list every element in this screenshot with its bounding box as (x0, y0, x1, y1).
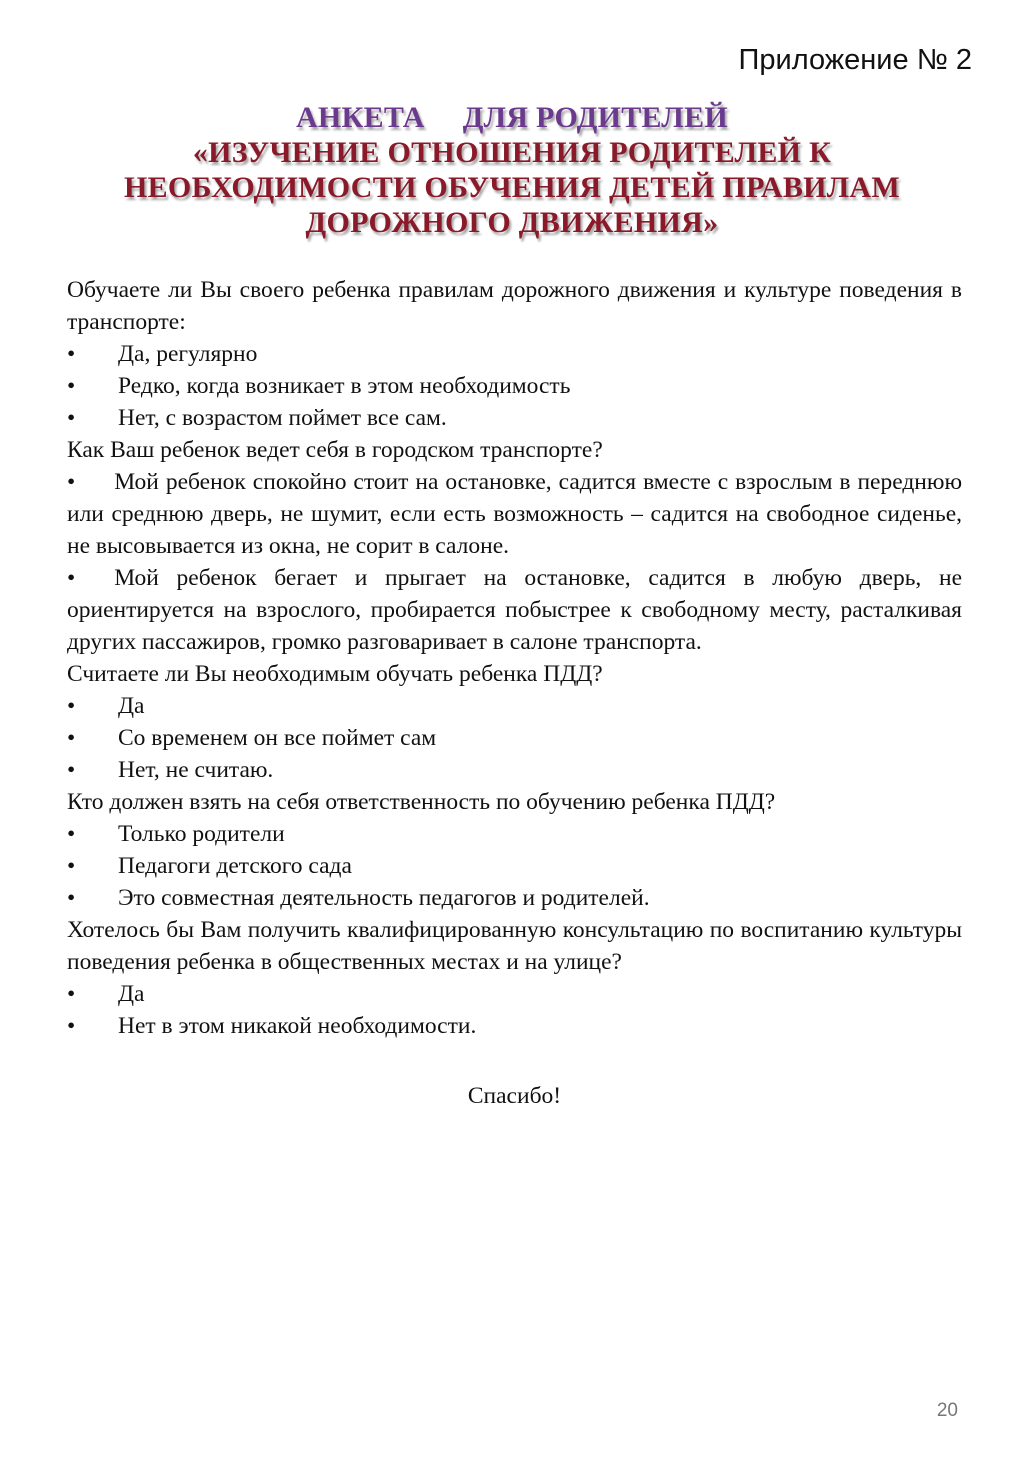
answer-option: • Педагоги детского сада (67, 850, 962, 882)
answer-option: • Это совместная деятельность педагогов и родителей. (67, 882, 962, 914)
question-4: Кто должен взять на себя ответственность по обучению ребенка ПДД? (67, 789, 776, 815)
bullet-icon: • (67, 405, 76, 431)
answer-option: • Да, регулярно (67, 338, 962, 370)
bullet-icon: • (67, 1013, 76, 1039)
answer-option: • Нет в этом никакой необходимости. (67, 1010, 962, 1042)
page-number: 20 (936, 1400, 958, 1421)
answer-option-long: • Мой ребенок бегает и прыгает на остановке, садится в любую дверь, не ориентируется на взрослого, пробирается побыстрее к свободному месту, расталкивая других пассажиров, громко разговаривает в салоне транспорта. (67, 565, 962, 655)
answer-option: • Редко, когда возникает в этом необходимость (67, 370, 962, 402)
bullet-icon: • (67, 469, 76, 495)
answer-option: • Нет, с возрастом поймет все сам. (67, 402, 962, 434)
bullet-icon: • (67, 341, 76, 367)
bullet-icon: • (67, 885, 76, 911)
bullet-icon: • (67, 757, 76, 783)
title-line-3: НЕОБХОДИМОСТИ ОБУЧЕНИЯ ДЕТЕЙ ПРАВИЛАМ (123, 171, 900, 204)
title-line-1 (60, 100, 964, 135)
questionnaire-title (60, 100, 964, 240)
answer-option-long: • Мой ребенок спокойно стоит на остановке, садится вместе с взрослым в переднюю или среднюю дверь, не шумит, если есть возможность – садится на свободное сиденье, не высовывается из окна, не сорит в салоне. (67, 469, 962, 559)
title-word-anketa: АНКЕТА (295, 101, 425, 134)
thanks-text: Спасибо! (467, 1083, 562, 1109)
appendix-label: Приложение № 2 (738, 44, 972, 76)
bullet-icon: • (67, 853, 76, 879)
question-3: Считаете ли Вы необходимым обучать ребенка ПДД? (67, 661, 603, 687)
answer-option: • Нет, не считаю. (67, 754, 962, 786)
bullet-icon: • (67, 693, 76, 719)
bullet-icon: • (67, 565, 76, 591)
bullet-icon: • (67, 821, 76, 847)
answer-option: • Да (67, 978, 962, 1010)
bullet-icon: • (67, 373, 76, 399)
question-5: Хотелось бы Вам получить квалифицированную консультацию по воспитанию культуры поведения ребенка в общественных местах и на улице? (67, 917, 962, 975)
title-line-2: «ИЗУЧЕНИЕ ОТНОШЕНИЯ РОДИТЕЛЕЙ К (192, 136, 832, 169)
title-line-4: ДОРОЖНОГО ДВИЖЕНИЯ» (305, 206, 719, 239)
answer-option: • Только родители (67, 818, 962, 850)
answer-option: • Да (67, 690, 962, 722)
bullet-icon: • (67, 725, 76, 751)
questionnaire-body (67, 274, 962, 1112)
question-2: Как Ваш ребенок ведет себя в городском транспорте? (67, 437, 603, 463)
bullet-icon: • (67, 981, 76, 1007)
title-word-for-parents: ДЛЯ РОДИТЕЛЕЙ (462, 101, 729, 134)
question-1: Обучаете ли Вы своего ребенка правилам дорожного движения и культуре поведения в транспорте: (67, 277, 962, 335)
answer-option: • Со временем он все поймет сам (67, 722, 962, 754)
